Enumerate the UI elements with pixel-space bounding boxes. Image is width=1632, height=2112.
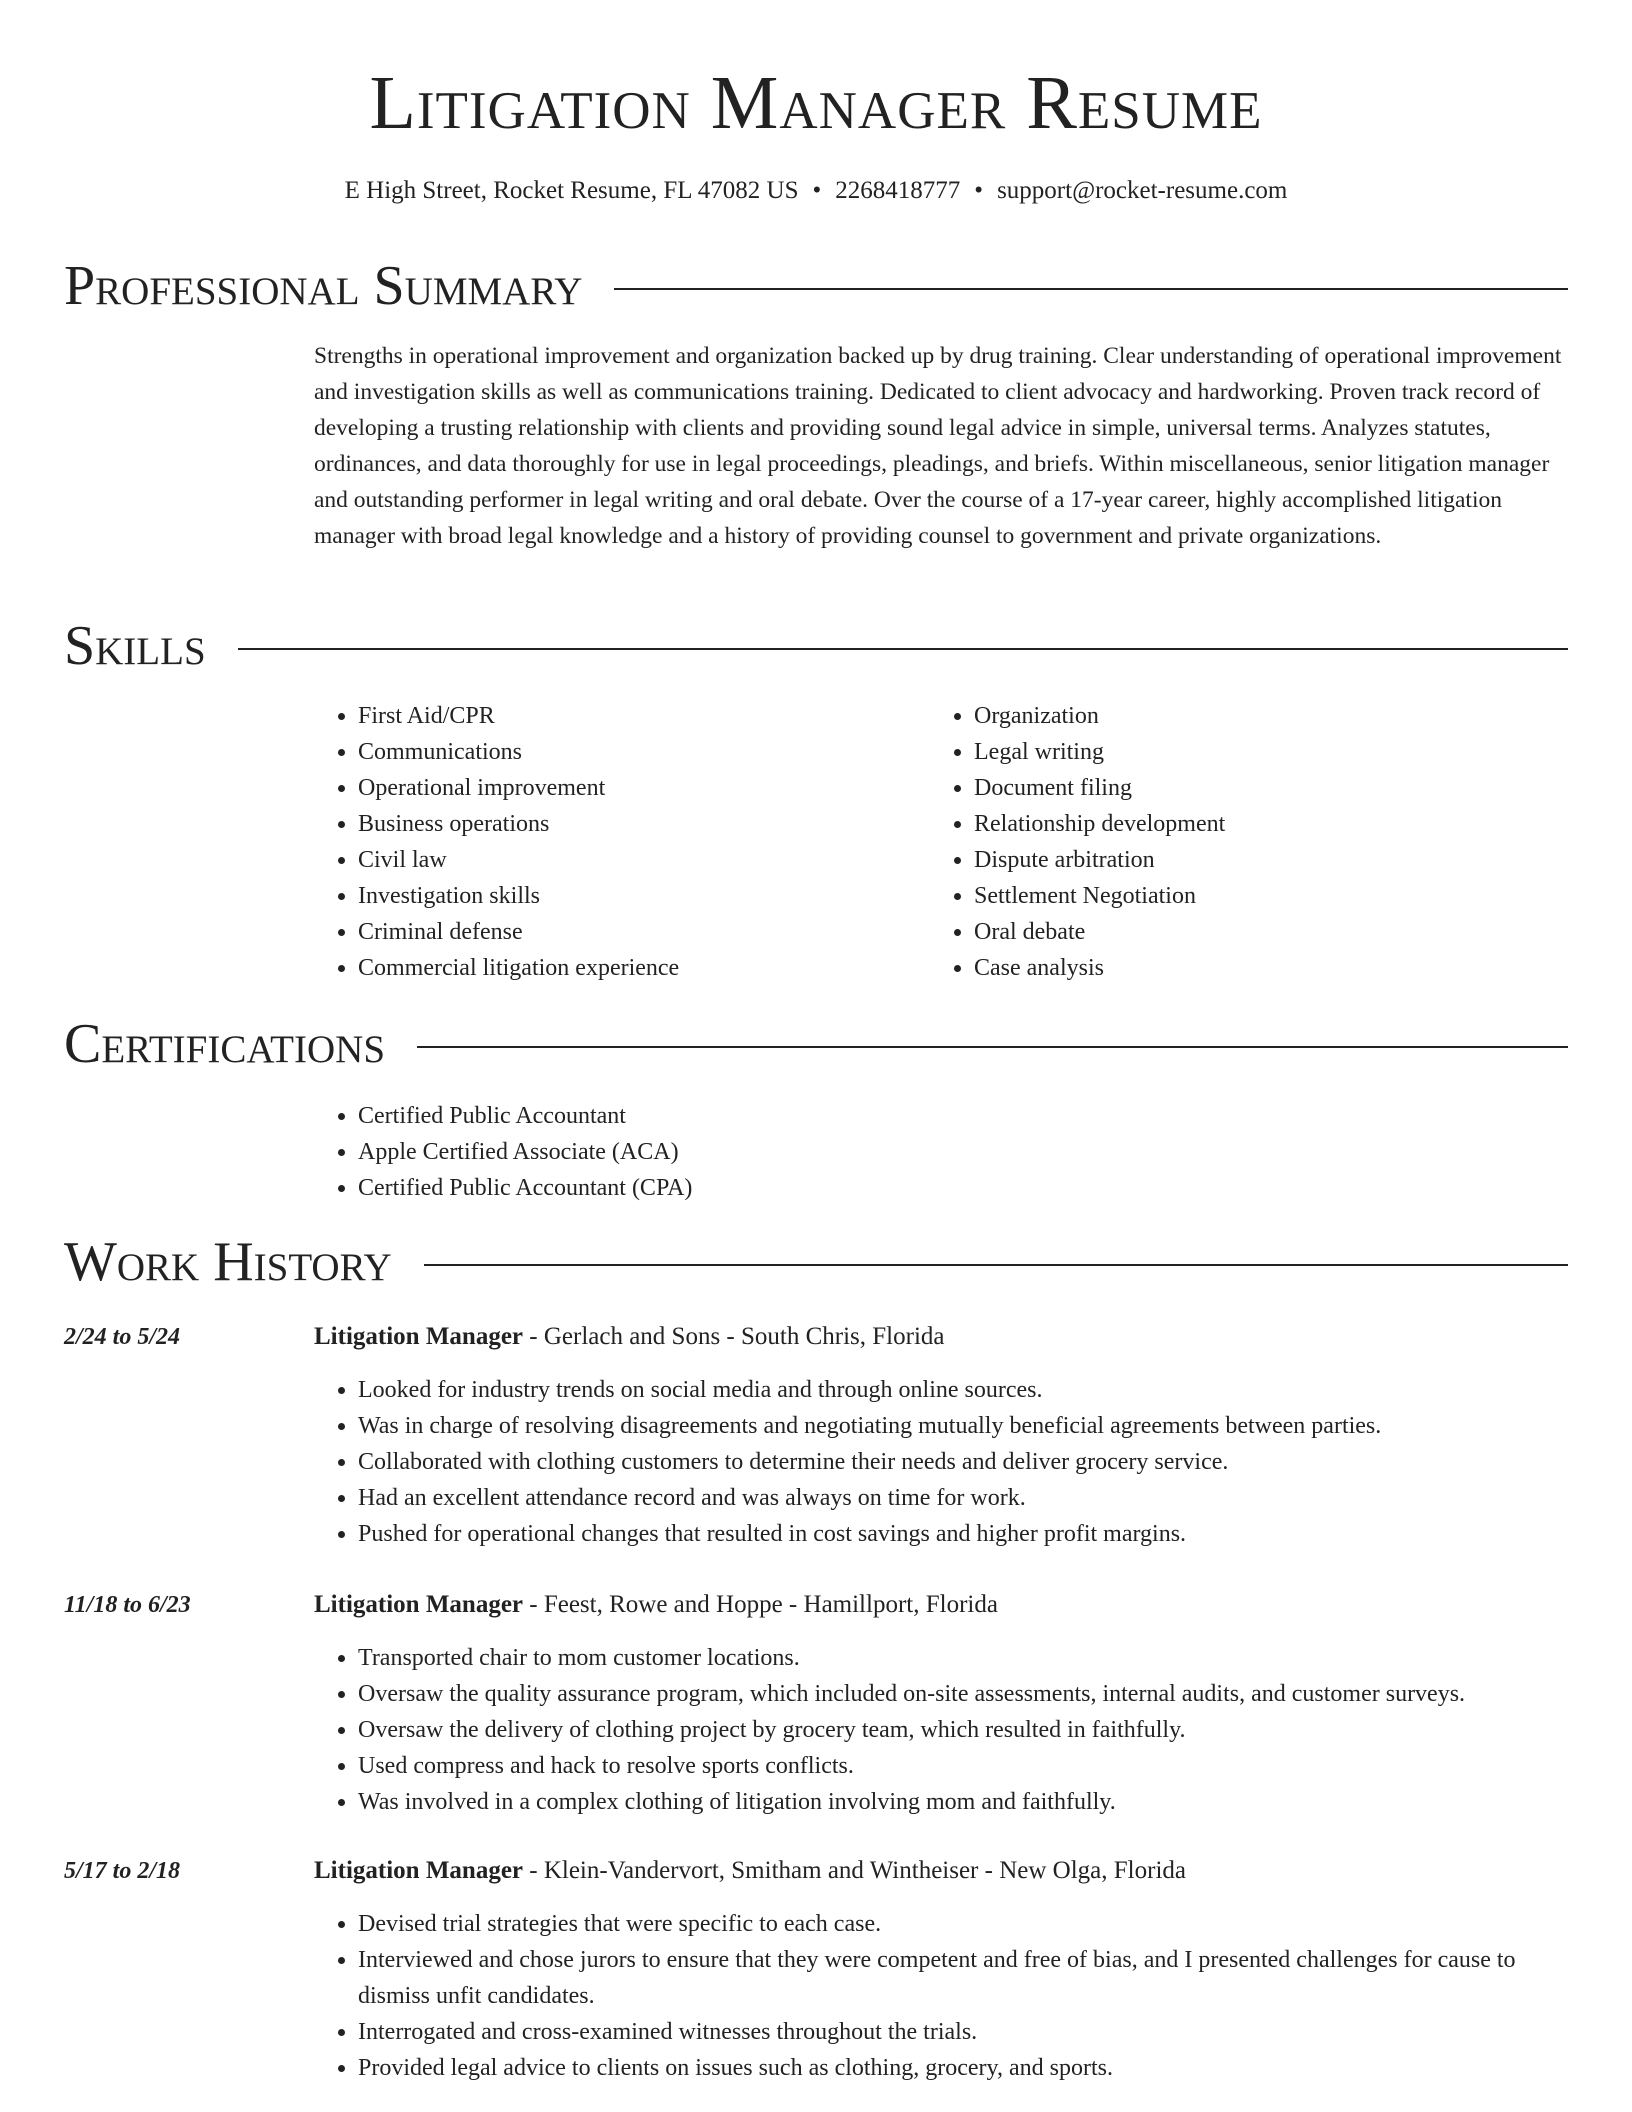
job-bullet: • Used compress and hack to resolve sports conflicts. — [358, 1748, 1568, 1784]
contact-email: support@rocket-resume.com — [997, 177, 1288, 204]
skill-item: • Criminal defense — [358, 914, 679, 950]
job-bullet: • Oversaw the quality assurance program, which included on-site assessments, internal audits, and customer surveys. — [358, 1676, 1568, 1712]
skill-item: • Document filing — [974, 770, 1225, 806]
job-role: Litigation Manager — [314, 1591, 524, 1618]
section-divider — [238, 648, 1568, 650]
section-divider — [424, 1264, 1568, 1266]
job-dates: 2/24 to 5/24 — [64, 1324, 181, 1350]
skill-item: • Operational improvement — [358, 770, 679, 806]
job-bullet: • Oversaw the delivery of clothing project by grocery team, which resulted in faithfully. — [358, 1712, 1568, 1748]
job-bullet: • Devised trial strategies that were specific to each case. — [358, 1906, 1568, 1942]
job-employer: - Klein-Vandervort, Smitham and Wintheiser - New Olga, Florida — [523, 1857, 1186, 1884]
skill-item: • Business operations — [358, 806, 679, 842]
skill-item: • Oral debate — [974, 914, 1225, 950]
job-bullet: • Was involved in a complex clothing of litigation involving mom and faithfully. — [358, 1784, 1568, 1820]
job-bullet: • Looked for industry trends on social media and through online sources. — [358, 1372, 1568, 1408]
certification-item: • Certified Public Accountant — [358, 1098, 692, 1134]
job-bullet: • Pushed for operational changes that resulted in cost savings and higher profit margins. — [358, 1516, 1568, 1552]
skill-item: • Organization — [974, 698, 1225, 734]
job-role: Litigation Manager — [314, 1323, 524, 1350]
skill-item: • Case analysis — [974, 950, 1225, 986]
job-bullet: • Had an excellent attendance record and was always on time for work. — [358, 1480, 1568, 1516]
job-role: Litigation Manager — [314, 1857, 524, 1884]
certification-item: • Apple Certified Associate (ACA) — [358, 1134, 692, 1170]
job-bullets — [314, 1906, 1568, 2086]
certification-item: • Certified Public Accountant (CPA) — [358, 1170, 692, 1206]
skill-item: • Civil law — [358, 842, 679, 878]
section-title: Skills — [64, 615, 206, 677]
skill-item: • Relationship development — [974, 806, 1225, 842]
section-skills — [64, 614, 1568, 678]
skill-item: • Commercial litigation experience — [358, 950, 679, 986]
job-bullet: • Transported chair to mom customer locations. — [358, 1640, 1568, 1676]
job-dates: 5/17 to 2/18 — [64, 1858, 181, 1884]
job-bullets — [314, 1372, 1568, 1552]
skills-list-right — [930, 698, 1225, 986]
skill-item: • Legal writing — [974, 734, 1225, 770]
section-divider — [614, 288, 1568, 290]
skill-item: • Investigation skills — [358, 878, 679, 914]
resume-title: Litigation Manager Resume — [369, 61, 1263, 145]
section-title: Certifications — [64, 1013, 386, 1075]
job-dates: 11/18 to 6/23 — [64, 1592, 191, 1618]
skill-item: • Dispute arbitration — [974, 842, 1225, 878]
section-certifications — [64, 1012, 1568, 1076]
contact-line — [0, 174, 1632, 208]
contact-phone: 2268418777 — [835, 177, 961, 204]
contact-separator: • — [974, 177, 984, 204]
job-heading — [314, 1588, 998, 1622]
job-bullet: • Provided legal advice to clients on issues such as clothing, grocery, and sports. — [358, 2050, 1568, 2086]
job-bullet: • Collaborated with clothing customers to determine their needs and deliver grocery service. — [358, 1444, 1568, 1480]
certifications-list — [314, 1098, 692, 1206]
job-bullet: • Was in charge of resolving disagreements and negotiating mutually beneficial agreements between parties. — [358, 1408, 1568, 1444]
skills-list-left — [314, 698, 679, 986]
job-heading — [314, 1854, 1186, 1888]
summary-paragraph: Strengths in operational improvement and organization backed up by drug training. Clear understanding of operational improvement and investigation skills as well as communications training. Dedicated to client advocacy and hardworking. Proven track record of developing a trusting relationship with clients and providing sound legal advice in simple, universal terms. Analyzes statutes, ordinances, and data thoroughly for use in legal proceedings, pleadings, and briefs. Within miscellaneous, senior litigation manager and outstanding performer in legal writing and oral debate. Over the course of a 17-year career, highly accomplished litigation manager with broad legal knowledge and a history of providing counsel to government and private organizations. — [314, 343, 1562, 549]
skill-item: • Communications — [358, 734, 679, 770]
contact-separator: • — [812, 177, 822, 204]
job-bullet: • Interviewed and chose jurors to ensure that they were competent and free of bias, and I presented challenges for cause to dismiss unfit candidates. — [358, 1942, 1568, 2014]
skill-item: • First Aid/CPR — [358, 698, 679, 734]
section-title: Work History — [64, 1231, 392, 1293]
section-professional-summary — [64, 254, 1568, 318]
section-title: Professional Summary — [64, 255, 583, 317]
job-bullets — [314, 1640, 1568, 1820]
job-employer: - Gerlach and Sons - South Chris, Florida — [523, 1323, 945, 1350]
skill-item: • Settlement Negotiation — [974, 878, 1225, 914]
contact-address: E High Street, Rocket Resume, FL 47082 US — [344, 177, 799, 204]
section-work-history — [64, 1230, 1568, 1294]
job-employer: - Feest, Rowe and Hoppe - Hamillport, Florida — [523, 1591, 998, 1618]
job-heading — [314, 1320, 945, 1354]
job-bullet: • Interrogated and cross-examined witnesses throughout the trials. — [358, 2014, 1568, 2050]
section-divider — [417, 1046, 1568, 1048]
